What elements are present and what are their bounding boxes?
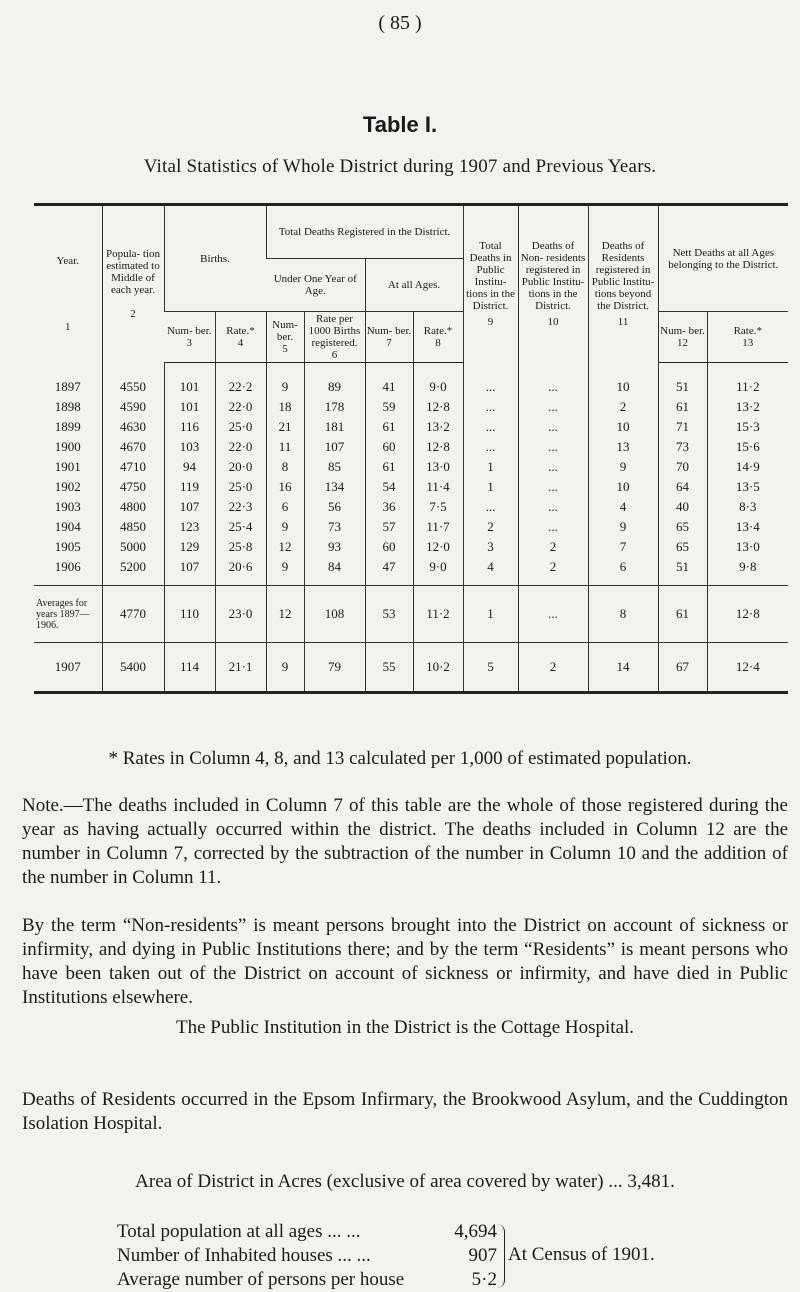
table-cell: 4770 [102, 586, 164, 643]
header-births: Births. [164, 205, 266, 312]
header-population: Popula- tion estimated to Middle of each year. 2 [102, 205, 164, 363]
table-cell: 22·0 [215, 397, 266, 417]
table-title: Table I. [362, 112, 438, 137]
table-cell: 36 [365, 497, 413, 517]
table-cell: 4710 [102, 457, 164, 477]
header-deaths-non-residents: Deaths of Non- residents registered in Public Institu- tions in the District. 10 [518, 205, 588, 363]
table-cell: 2 [463, 517, 518, 537]
table-cell: 13·4 [707, 517, 788, 537]
table-cell: 51 [658, 557, 707, 586]
table-cell: 11 [266, 437, 304, 457]
table-cell: 13·0 [707, 537, 788, 557]
header-under-one-number: Num- ber. 5 [266, 312, 304, 363]
table-row [34, 457, 788, 477]
table-cell: 1899 [54, 419, 81, 434]
table-cell: 116 [164, 417, 215, 437]
table-cell: 4750 [102, 477, 164, 497]
table-cell: 7 [588, 537, 658, 557]
institution-paragraph: The Public Institution in the District is the Cottage Hospital. [175, 1017, 635, 1038]
table-cell: 5200 [102, 557, 164, 586]
table-cell: 20·6 [215, 557, 266, 586]
table-cell: 4850 [102, 517, 164, 537]
table-cell: 11·2 [707, 363, 788, 398]
table-cell: 1 [463, 586, 518, 643]
table-cell: ... [518, 477, 588, 497]
table-cell: 1898 [54, 399, 81, 414]
table-cell: 55 [365, 643, 413, 693]
table-cell: ... [518, 497, 588, 517]
table-cell: 61 [658, 397, 707, 417]
census-row [117, 1268, 497, 1292]
table-cell: 12 [266, 537, 304, 557]
table-cell: 9 [588, 457, 658, 477]
table-cell: 9·8 [707, 557, 788, 586]
table-cell: 61 [365, 457, 413, 477]
table-row [34, 363, 788, 398]
table-cell: 21·1 [215, 643, 266, 693]
table-cell: 15·3 [707, 417, 788, 437]
table-cell: 40 [658, 497, 707, 517]
table-cell: 2 [518, 643, 588, 693]
table-cell: 13 [588, 437, 658, 457]
table-cell: ... [463, 417, 518, 437]
table-cell: 70 [658, 457, 707, 477]
table-cell: 60 [365, 537, 413, 557]
table-cell: 11·7 [413, 517, 463, 537]
table-cell: 2 [518, 537, 588, 557]
table-cell: ... [463, 397, 518, 417]
table-cell: ... [518, 586, 588, 643]
table-cell: 5400 [102, 643, 164, 693]
table-cell: 9 [266, 517, 304, 537]
table-cell: 1897 [54, 378, 81, 394]
table-cell: 51 [658, 363, 707, 398]
table-cell: 94 [164, 457, 215, 477]
table-cell: ... [463, 363, 518, 398]
table-cell: 1906 [54, 559, 81, 574]
census-value: 5·2 [471, 1269, 497, 1290]
table-cell: 79 [304, 643, 365, 693]
table-cell: 11·4 [413, 477, 463, 497]
table-cell: 15·6 [707, 437, 788, 457]
table-cell: 85 [304, 457, 365, 477]
table-cell: 1905 [54, 539, 81, 554]
table-cell: 54 [365, 477, 413, 497]
table-cell: 3 [463, 537, 518, 557]
table-row [34, 537, 788, 557]
header-year: Year. 1 [56, 255, 79, 334]
table-cell: 53 [365, 586, 413, 643]
table-cell: 12·8 [413, 397, 463, 417]
table-cell: 101 [164, 363, 215, 398]
table-cell: ... [518, 397, 588, 417]
table-cell: 25·0 [215, 477, 266, 497]
table-cell: 181 [304, 417, 365, 437]
table-cell: ... [463, 497, 518, 517]
table-cell: 4550 [102, 363, 164, 398]
table-cell: 13·2 [413, 417, 463, 437]
table-row [34, 397, 788, 417]
table-cell: 89 [304, 363, 365, 398]
table-cell: 23·0 [215, 586, 266, 643]
table-cell: 12 [266, 586, 304, 643]
table-cell: 10·2 [413, 643, 463, 693]
header-births-rate: Rate.* 4 [215, 312, 266, 363]
table-cell: 8·3 [707, 497, 788, 517]
page-number: ( 85 ) [378, 12, 422, 34]
table-cell: 114 [164, 643, 215, 693]
table-cell: 64 [658, 477, 707, 497]
table-cell: 22·0 [215, 437, 266, 457]
table-cell: 119 [164, 477, 215, 497]
table-cell: 14·9 [707, 457, 788, 477]
averages-row [34, 586, 788, 643]
table-cell: 47 [365, 557, 413, 586]
table-cell: 110 [164, 586, 215, 643]
table-cell: 134 [304, 477, 365, 497]
table-cell: 10 [588, 363, 658, 398]
table-cell: 9 [266, 557, 304, 586]
table-cell: 10 [588, 477, 658, 497]
census-note: At Census of 1901. [508, 1244, 655, 1265]
table-cell: 60 [365, 437, 413, 457]
table-cell: 21 [266, 417, 304, 437]
table-cell: 178 [304, 397, 365, 417]
table-cell: 107 [164, 557, 215, 586]
table-row [34, 557, 788, 586]
table-cell: 4590 [102, 397, 164, 417]
year-1907-row [34, 643, 788, 693]
table-cell: 73 [658, 437, 707, 457]
table-cell: 2 [518, 557, 588, 586]
table-cell: 57 [365, 517, 413, 537]
footnote: * Rates in Column 4, 8, and 13 calculated per 1,000 of estimated population. [108, 748, 692, 769]
table-cell: 103 [164, 437, 215, 457]
header-under-one-year: Under One Year of Age. [266, 259, 365, 312]
table-cell: ... [518, 437, 588, 457]
header-nett-rate: Rate.* 13 [707, 312, 788, 363]
table-cell: 12·0 [413, 537, 463, 557]
note-paragraph: Note.—The deaths included in Column 7 of this table are the whole of those registered during the year as having actually occurred within the district. The deaths included in Column 12 are the number in Column 7, corrected by the subtraction of the number in Column 10 and the addition of the number in Column 11. [22, 795, 788, 888]
table-cell: 9 [266, 363, 304, 398]
table-cell: 2 [588, 397, 658, 417]
table-cell: 71 [658, 417, 707, 437]
table-cell: 13·2 [707, 397, 788, 417]
table-cell: 1907 [34, 643, 102, 693]
table-cell: 8 [266, 457, 304, 477]
table-cell: 13·0 [413, 457, 463, 477]
table-subtitle: Vital Statistics of Whole District during 1907 and Previous Years. [143, 156, 657, 177]
header-deaths-residents: Deaths of Residents registered in Public Institu- tions beyond the District. 11 [588, 205, 658, 363]
table-cell: 13·5 [707, 477, 788, 497]
table-cell: 1904 [54, 519, 81, 534]
vital-statistics-table [34, 203, 788, 694]
table-cell: 4670 [102, 437, 164, 457]
census-row [117, 1244, 497, 1268]
table-cell: 5 [463, 643, 518, 693]
table-cell: 25·0 [215, 417, 266, 437]
table-cell: ... [518, 457, 588, 477]
table-cell: 12·8 [413, 437, 463, 457]
table-cell: 14 [588, 643, 658, 693]
table-cell: 67 [658, 643, 707, 693]
census-brace [496, 1224, 505, 1288]
table-cell: 9·0 [413, 557, 463, 586]
table-cell: 41 [365, 363, 413, 398]
census-row [117, 1220, 497, 1244]
table-cell: 1 [463, 457, 518, 477]
table-cell: 56 [304, 497, 365, 517]
table-cell: 5000 [102, 537, 164, 557]
table-cell: 123 [164, 517, 215, 537]
table-cell: 9·0 [413, 363, 463, 398]
table-cell: 25·4 [215, 517, 266, 537]
table-cell: 1903 [54, 499, 81, 514]
table-cell: 1 [463, 477, 518, 497]
table-cell: 84 [304, 557, 365, 586]
census-value: 907 [468, 1245, 497, 1266]
table-cell: 18 [266, 397, 304, 417]
table-cell: 22·2 [215, 363, 266, 398]
table-cell: 1900 [54, 439, 81, 454]
census-label: Total population at all ages ... ... [117, 1221, 361, 1242]
table-cell: 61 [365, 417, 413, 437]
census-list [117, 1220, 497, 1292]
table-cell: 6 [266, 497, 304, 517]
table-cell: 12·4 [707, 643, 788, 693]
header-total-deaths-public: Total Deaths in Public Institu- tions in the District. 9 [463, 205, 518, 363]
table-cell: 59 [365, 397, 413, 417]
header-births-number: Num- ber. 3 [164, 312, 215, 363]
table-row [34, 477, 788, 497]
table-cell: ... [518, 517, 588, 537]
table-cell: 107 [304, 437, 365, 457]
header-total-deaths-registered: Total Deaths Registered in the District. [266, 205, 463, 259]
census-label: Average number of persons per house [117, 1269, 405, 1290]
census-value: 4,694 [454, 1221, 497, 1242]
table-cell: ... [518, 417, 588, 437]
table-cell: 10 [588, 417, 658, 437]
table-body [34, 363, 788, 586]
header-nett-number: Num- ber. 12 [658, 312, 707, 363]
table-row [34, 417, 788, 437]
table-cell: 8 [588, 586, 658, 643]
table-cell: 6 [588, 557, 658, 586]
table-cell: 61 [658, 586, 707, 643]
census-label: Number of Inhabited houses ... ... [117, 1245, 371, 1266]
table-cell: 22·3 [215, 497, 266, 517]
table-cell: 108 [304, 586, 365, 643]
terms-paragraph: By the term “Non-residents” is meant persons brought into the District on account of sickness or infirmity, and dying in Public Institutions there; and by the term “Residents” is meant persons who have been taken out of the District on account of sickness or infirmity, and have died in Public Institutions elsewhere. [22, 915, 788, 1008]
residents-deaths-paragraph: Deaths of Residents occurred in the Epsom Infirmary, the Brookwood Asylum, and the Cuddington Isolation Hospital. [22, 1089, 788, 1134]
table-cell: 93 [304, 537, 365, 557]
table-cell: 1902 [54, 479, 81, 494]
table-cell: 73 [304, 517, 365, 537]
table-cell: 4 [588, 497, 658, 517]
table-cell: 107 [164, 497, 215, 517]
header-rate-per-1000: Rate per 1000 Births registered. 6 [304, 312, 365, 363]
table-cell: 1901 [54, 459, 81, 474]
header-nett-deaths: Nett Deaths at all Ages belonging to the District. [658, 205, 788, 312]
table-row [34, 497, 788, 517]
table-cell: 4 [463, 557, 518, 586]
header-all-ages-number: Num- ber. 7 [365, 312, 413, 363]
table-cell: 65 [658, 537, 707, 557]
table-cell: 12·8 [707, 586, 788, 643]
header-all-ages-rate: Rate.* 8 [413, 312, 463, 363]
table-cell: Averages for years 1897—1906. [34, 586, 102, 643]
table-cell: ... [463, 437, 518, 457]
table-cell: ... [518, 363, 588, 398]
table-row [34, 517, 788, 537]
table-cell: 20·0 [215, 457, 266, 477]
table-cell: 65 [658, 517, 707, 537]
table-cell: 11·2 [413, 586, 463, 643]
table-cell: 4630 [102, 417, 164, 437]
table-cell: 9 [588, 517, 658, 537]
table-cell: 25·8 [215, 537, 266, 557]
area-paragraph: Area of District in Acres (exclusive of area covered by water) ... 3,481. [135, 1171, 675, 1192]
table-cell: 9 [266, 643, 304, 693]
table-cell: 4800 [102, 497, 164, 517]
table-cell: 129 [164, 537, 215, 557]
table-cell: 7·5 [413, 497, 463, 517]
header-at-all-ages: At all Ages. [365, 259, 463, 312]
table-row [34, 437, 788, 457]
table-cell: 16 [266, 477, 304, 497]
table-cell: 101 [164, 397, 215, 417]
